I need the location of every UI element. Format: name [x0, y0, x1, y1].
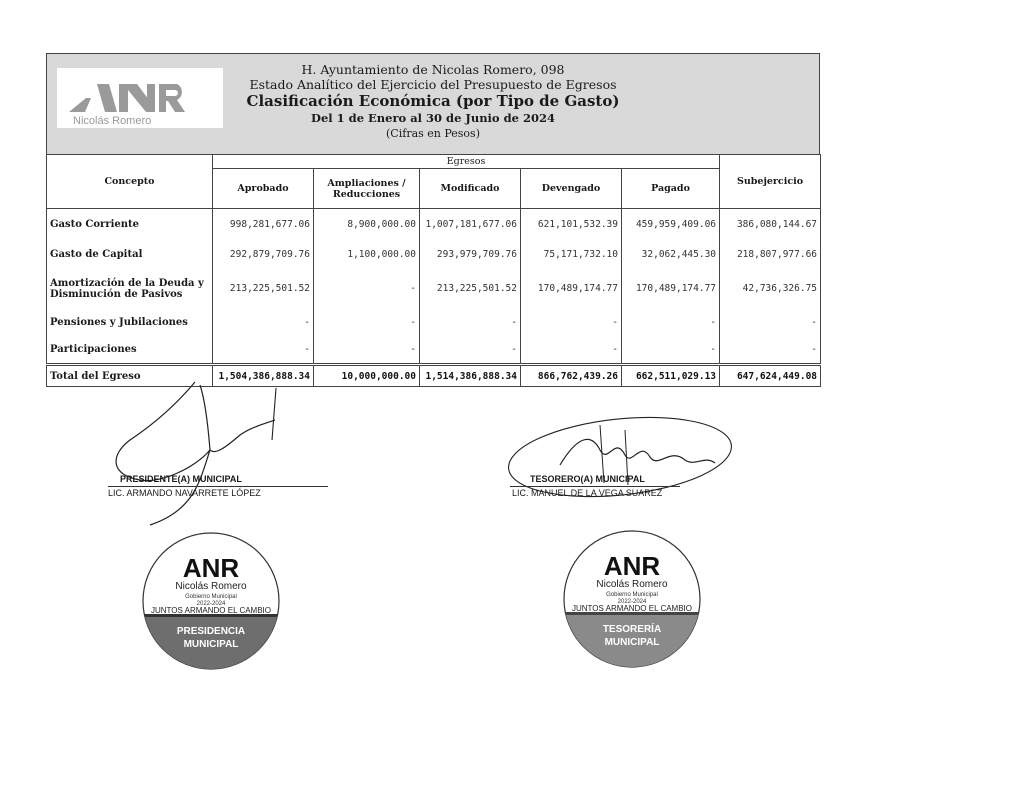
report-header — [46, 53, 820, 154]
row-concept: Gasto de Capital — [47, 241, 213, 269]
cell-value: - — [521, 337, 622, 365]
row-concept: Amortización de la Deuda y Disminución de Pasivos — [47, 269, 213, 309]
tesorero-block — [512, 474, 663, 498]
cell-value: 8,900,000.00 — [314, 209, 420, 241]
expenditure-table — [46, 154, 821, 387]
concept-header: Concepto — [47, 155, 213, 209]
cell-value: - — [420, 309, 521, 337]
col-aprobado: Aprobado — [213, 169, 314, 209]
col-modificado: Modificado — [420, 169, 521, 209]
cell-value: - — [622, 337, 720, 365]
total-value: 647,624,449.08 — [720, 365, 821, 387]
row-concept: Gasto Corriente — [47, 209, 213, 241]
cell-value: 386,080,144.67 — [720, 209, 821, 241]
col-ampliaciones: Ampliaciones / Reducciones — [314, 169, 420, 209]
presidente-block — [108, 474, 261, 498]
egresos-header: Egresos — [213, 155, 720, 169]
svg-text:MUNICIPAL: MUNICIPAL — [604, 637, 660, 648]
report-sheet — [46, 53, 820, 387]
svg-text:ANR: ANR — [182, 553, 240, 583]
col-devengado: Devengado — [521, 169, 622, 209]
svg-text:JUNTOS ARMANDO EL CAMBIO: JUNTOS ARMANDO EL CAMBIO — [571, 604, 693, 613]
svg-text:Nicolás Romero: Nicolás Romero — [73, 115, 152, 127]
presidente-name: LIC. ARMANDO NAVARRETE LÓPEZ — [108, 488, 261, 498]
cell-value: - — [213, 309, 314, 337]
total-value: 1,504,386,888.34 — [213, 365, 314, 387]
cell-value: - — [521, 309, 622, 337]
table-row — [47, 269, 821, 309]
subejercicio-header: Subejercicio — [720, 155, 821, 209]
table-row — [47, 309, 821, 337]
table-row — [47, 241, 821, 269]
cell-value: 213,225,501.52 — [213, 269, 314, 309]
svg-text:Nicolás Romero: Nicolás Romero — [596, 579, 668, 590]
cell-value: 998,281,677.06 — [213, 209, 314, 241]
svg-text:Nicolás Romero: Nicolás Romero — [175, 581, 247, 592]
cell-value: 213,225,501.52 — [420, 269, 521, 309]
cell-value: 459,959,409.06 — [622, 209, 720, 241]
svg-text:2022-2024: 2022-2024 — [196, 601, 226, 607]
cell-value: 621,101,532.39 — [521, 209, 622, 241]
tesorero-name: LIC. MANUEL DE LA VEGA SUAREZ — [512, 488, 663, 498]
cell-value: 218,807,977.66 — [720, 241, 821, 269]
total-label: Total del Egreso — [47, 365, 213, 387]
cell-value: 1,007,181,677.06 — [420, 209, 521, 241]
entity-name: H. Ayuntamiento de Nicolas Romero, 098 — [301, 62, 565, 77]
cell-value: - — [720, 337, 821, 365]
currency-note: (Cifras en Pesos) — [386, 127, 480, 140]
presidente-signature — [100, 380, 300, 530]
svg-text:TESORERÍA: TESORERÍA — [602, 624, 662, 635]
svg-text:Gobierno Municipal: Gobierno Municipal — [185, 594, 237, 600]
row-concept: Pensiones y Jubilaciones — [47, 309, 213, 337]
cell-value: - — [420, 337, 521, 365]
cell-value: - — [314, 269, 420, 309]
total-value: 662,511,029.13 — [622, 365, 720, 387]
classification-title: Clasificación Económica (por Tipo de Gasto) — [246, 92, 620, 110]
svg-text:MUNICIPAL: MUNICIPAL — [183, 639, 239, 650]
svg-text:JUNTOS ARMANDO EL CAMBIO: JUNTOS ARMANDO EL CAMBIO — [150, 606, 272, 615]
cell-value: 42,736,326.75 — [720, 269, 821, 309]
total-value: 866,762,439.26 — [521, 365, 622, 387]
table-row — [47, 209, 821, 241]
tesoreria-seal — [563, 530, 701, 668]
presidente-role: PRESIDENTE(A) MUNICIPAL — [120, 474, 242, 484]
svg-text:Gobierno Municipal: Gobierno Municipal — [606, 592, 658, 598]
report-period: Del 1 de Enero al 30 de Junio de 2024 — [311, 111, 555, 125]
cell-value: 1,100,000.00 — [314, 241, 420, 269]
table-row — [47, 337, 821, 365]
cell-value: 32,062,445.30 — [622, 241, 720, 269]
cell-value: 293,979,709.76 — [420, 241, 521, 269]
row-concept: Participaciones — [47, 337, 213, 365]
svg-text:2022-2024: 2022-2024 — [617, 599, 647, 605]
cell-value: - — [622, 309, 720, 337]
svg-text:ANR: ANR — [603, 551, 661, 581]
cell-value: 292,879,709.76 — [213, 241, 314, 269]
total-value: 1,514,386,888.34 — [420, 365, 521, 387]
col-pagado: Pagado — [622, 169, 720, 209]
total-value: 10,000,000.00 — [314, 365, 420, 387]
cell-value: - — [314, 309, 420, 337]
tesorero-role: TESORERO(A) MUNICIPAL — [530, 474, 645, 484]
svg-text:PRESIDENCIA: PRESIDENCIA — [176, 626, 246, 637]
cell-value: - — [720, 309, 821, 337]
cell-value: 170,489,174.77 — [622, 269, 720, 309]
cell-value: 170,489,174.77 — [521, 269, 622, 309]
report-title: Estado Analítico del Ejercicio del Presupuesto de Egresos — [249, 77, 617, 92]
cell-value: 75,171,732.10 — [521, 241, 622, 269]
cell-value: - — [314, 337, 420, 365]
cell-value: - — [213, 337, 314, 365]
presidencia-seal — [142, 532, 280, 670]
